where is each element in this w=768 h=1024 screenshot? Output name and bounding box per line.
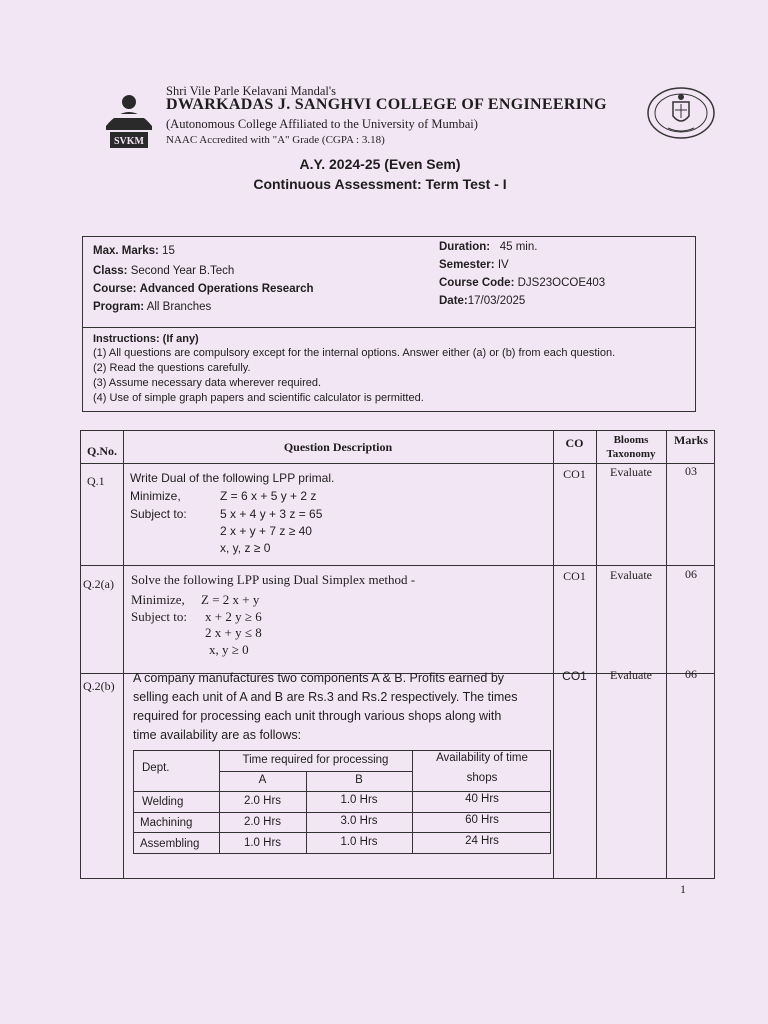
question-text: Write Dual of the following LPP primal. [130, 471, 335, 485]
question-text: Solve the following LPP using Dual Simplex method - [131, 572, 416, 587]
time-b: 1.0 Hrs [340, 794, 378, 806]
time-a: 1.0 Hrs [243, 837, 282, 849]
instructions-title: Instructions: (If any) [93, 333, 199, 345]
question-text: A company manufactures two components A & B. Profits earned by [133, 671, 505, 685]
question-number: Q.2(b) [83, 679, 115, 693]
class-info: Class: Second Year B.Tech [93, 265, 235, 277]
availability-header-shops: shops [466, 772, 498, 784]
question-text: Z = 2 x + y [201, 592, 260, 607]
time-a: 2.0 Hrs [243, 816, 282, 828]
co-header: CO [565, 436, 584, 450]
blooms-value: Evaluate [610, 668, 652, 682]
svkm-logo [100, 92, 158, 154]
marks-header: Marks [674, 433, 708, 447]
semester-info: Semester: IV [439, 259, 509, 271]
question-text: 2 x + y ≤ 8 [205, 625, 262, 640]
marks-value: 06 [685, 567, 697, 581]
college-accreditation: NAAC Accredited with "A" Grade (CGPA : 3.18) [166, 134, 385, 146]
question-table [80, 430, 715, 879]
course-code-info: Course Code: DJS23OCOE403 [439, 277, 606, 289]
question-text: Subject to: [131, 609, 187, 624]
question-text: 2 x + y + 7 z ≥ 40 [220, 524, 312, 538]
logo-text: SVKM [114, 136, 144, 147]
availability: 40 Hrs [465, 793, 499, 805]
component-b-header: B [355, 774, 363, 786]
max-marks: Max. Marks: 15 [93, 245, 175, 257]
time-a: 2.0 Hrs [243, 795, 282, 807]
dept-header: Dept. [142, 762, 170, 774]
time-b: 1.0 Hrs [340, 836, 378, 848]
question-text: x + 2 y ≥ 6 [205, 609, 262, 624]
exam-title: Continuous Assessment: Term Test - I [253, 176, 507, 192]
question-text: required for processing each unit through various shops along with [133, 709, 502, 723]
taxonomy-header: Taxonomy [606, 448, 656, 460]
question-text: 5 x + 4 y + 3 z = 65 [220, 507, 323, 521]
college-name: DWARKADAS J. SANGHVI COLLEGE OF ENGINEERING [166, 96, 607, 113]
question-text: Minimize, [131, 592, 185, 607]
dept-name: Machining [140, 817, 193, 829]
question-number: Q.1 [87, 474, 105, 488]
question-text: time availability are as follows: [133, 728, 302, 742]
exam-info-box [82, 236, 696, 412]
availability: 60 Hrs [465, 814, 499, 826]
question-text: x, y ≥ 0 [209, 642, 249, 657]
duration-info: Duration: 45 min. [439, 241, 538, 253]
info-divider [83, 327, 695, 328]
page-number: 1 [680, 882, 686, 896]
college-affiliation: (Autonomous College Affiliated to the University of Mumbai) [166, 117, 478, 131]
qno-header: Q.No. [87, 444, 117, 458]
question-text: Minimize, [130, 489, 181, 503]
component-a-header: A [258, 774, 267, 786]
instruction-item: (4) Use of simple graph papers and scientific calculator is permitted. [93, 392, 424, 404]
instruction-item: (1) All questions are compulsory except for the internal options. Answer either (a) or (b) from each question. [93, 347, 616, 359]
date-info: Date:17/03/2025 [439, 295, 526, 307]
dept-name: Assembling [140, 838, 200, 850]
dept-name: Welding [142, 796, 184, 808]
course-info: Course: Advanced Operations Research [93, 283, 314, 295]
marks-value: 03 [685, 464, 697, 478]
question-text: selling each unit of A and B are Rs.3 and Rs.2 respectively. The times [133, 690, 518, 704]
blooms-value: Evaluate [610, 568, 652, 582]
blooms-value: Evaluate [610, 465, 652, 479]
question-text: Z = 6 x + 5 y + 2 z [220, 489, 317, 503]
society-name: Shri Vile Parle Kelavani Mandal's [166, 84, 336, 98]
availability: 24 Hrs [465, 835, 499, 847]
college-crest-icon [646, 86, 716, 140]
program-info: Program: All Branches [93, 301, 212, 313]
question-text: Subject to: [130, 507, 187, 521]
instruction-item: (3) Assume necessary data wherever required. [93, 377, 322, 389]
question-text: x, y, z ≥ 0 [220, 541, 271, 555]
question-number: Q.2(a) [83, 577, 114, 591]
availability-header: Availability of time [436, 752, 528, 764]
co-value: CO1 [562, 669, 587, 683]
instruction-item: (2) Read the questions carefully. [93, 362, 251, 374]
question-description-header: Question Description [283, 440, 393, 454]
academic-year: A.Y. 2024-25 (Even Sem) [299, 156, 461, 172]
time-b: 3.0 Hrs [340, 815, 378, 827]
co-value: CO1 [563, 569, 586, 583]
co-value: CO1 [563, 467, 586, 481]
time-required-header: Time required for processing [242, 754, 389, 766]
blooms-header: Blooms [613, 434, 649, 446]
processing-time-table [133, 750, 551, 854]
marks-value: 06 [685, 667, 697, 681]
